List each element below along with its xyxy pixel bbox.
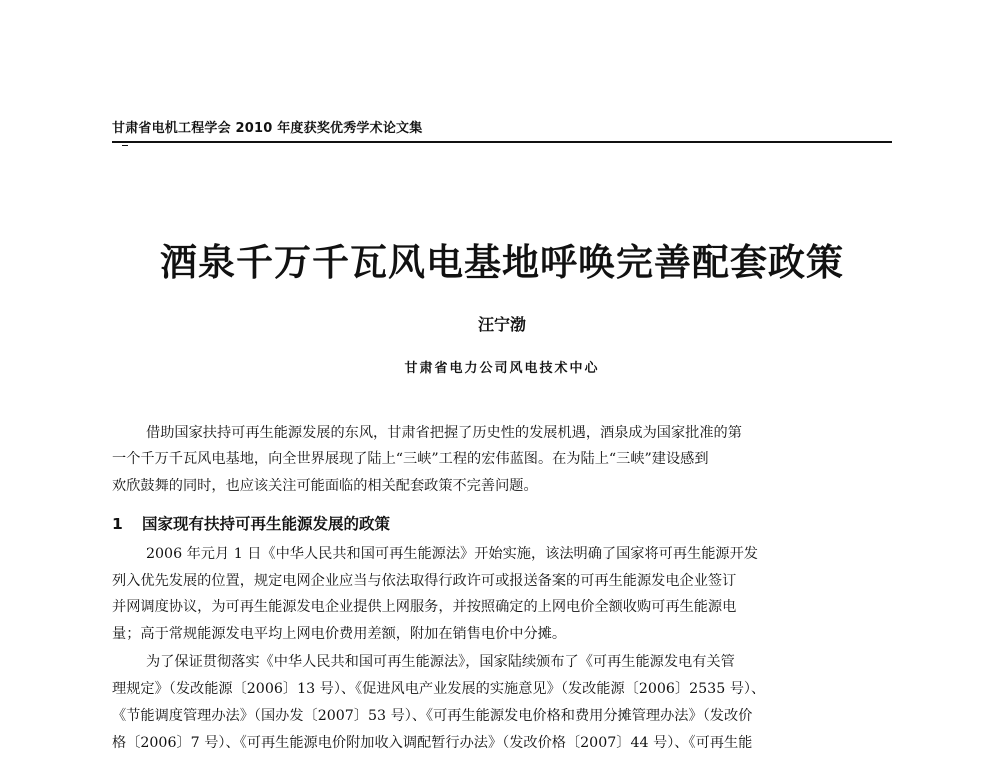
intro-line: 一个千万千瓦风电基地，向全世界展现了陆上“三峡”工程的宏伟蓝图。在为陆上“三峡”建设感到 <box>112 451 709 467</box>
body-line: 并网调度协议，为可再生能源发电企业提供上网服务，并按照确定的上网电价全额收购可再生能源电 <box>112 599 737 615</box>
body-line: 为了保证贯彻落实《中华人民共和国可再生能源法》，国家陆续颁布了《可再生能源发电有关管 <box>146 654 735 670</box>
body-line: 列入优先发展的位置，规定电网企业应当与依法取得行政许可或报送备案的可再生能源发电企业签订 <box>112 573 737 589</box>
section-title: 国家现有扶持可再生能源发展的政策 <box>142 515 391 533</box>
header-rule <box>112 141 892 143</box>
body-line: 格〔2006〕7 号）、《可再生能源电价附加收入调配暂行办法》（发改价格〔2007〕44 号）、《可再生能 <box>112 735 753 751</box>
body-line: 《节能调度管理办法》（国办发〔2007〕53 号）、《可再生能源发电价格和费用分摊管理办法》（发改价 <box>112 708 753 724</box>
body-line: 理规定》（发改能源〔2006〕13 号）、《促进风电产业发展的实施意见》（发改能源〔2006〕2535 号）、 <box>112 681 766 697</box>
article-title: 酒泉千万千瓦风电基地呼唤完善配套政策 <box>160 240 844 284</box>
header-rule-mark <box>122 140 128 146</box>
section-number: 1 <box>112 515 123 533</box>
intro-line: 欢欣鼓舞的同时，也应该关注可能面临的相关配套政策不完善问题。 <box>112 478 538 494</box>
running-header: 甘肃省电机工程学会 2010 年度获奖优秀学术论文集 <box>112 121 423 136</box>
body-line: 2006 年元月 1 日《中华人民共和国可再生能源法》开始实施，该法明确了国家将可再生能源开发 <box>146 546 758 562</box>
section-heading <box>112 512 390 534</box>
intro-line: 借助国家扶持可再生能源发展的东风，甘肃省把握了历史性的发展机遇，酒泉成为国家批准的第 <box>146 425 742 441</box>
body-line: 量；高于常规能源发电平均上网电价费用差额，附加在销售电价中分摊。 <box>112 626 567 642</box>
article-author: 汪宁渤 <box>477 315 526 334</box>
author-affiliation: 甘肃省电力公司风电技术中心 <box>404 361 600 376</box>
